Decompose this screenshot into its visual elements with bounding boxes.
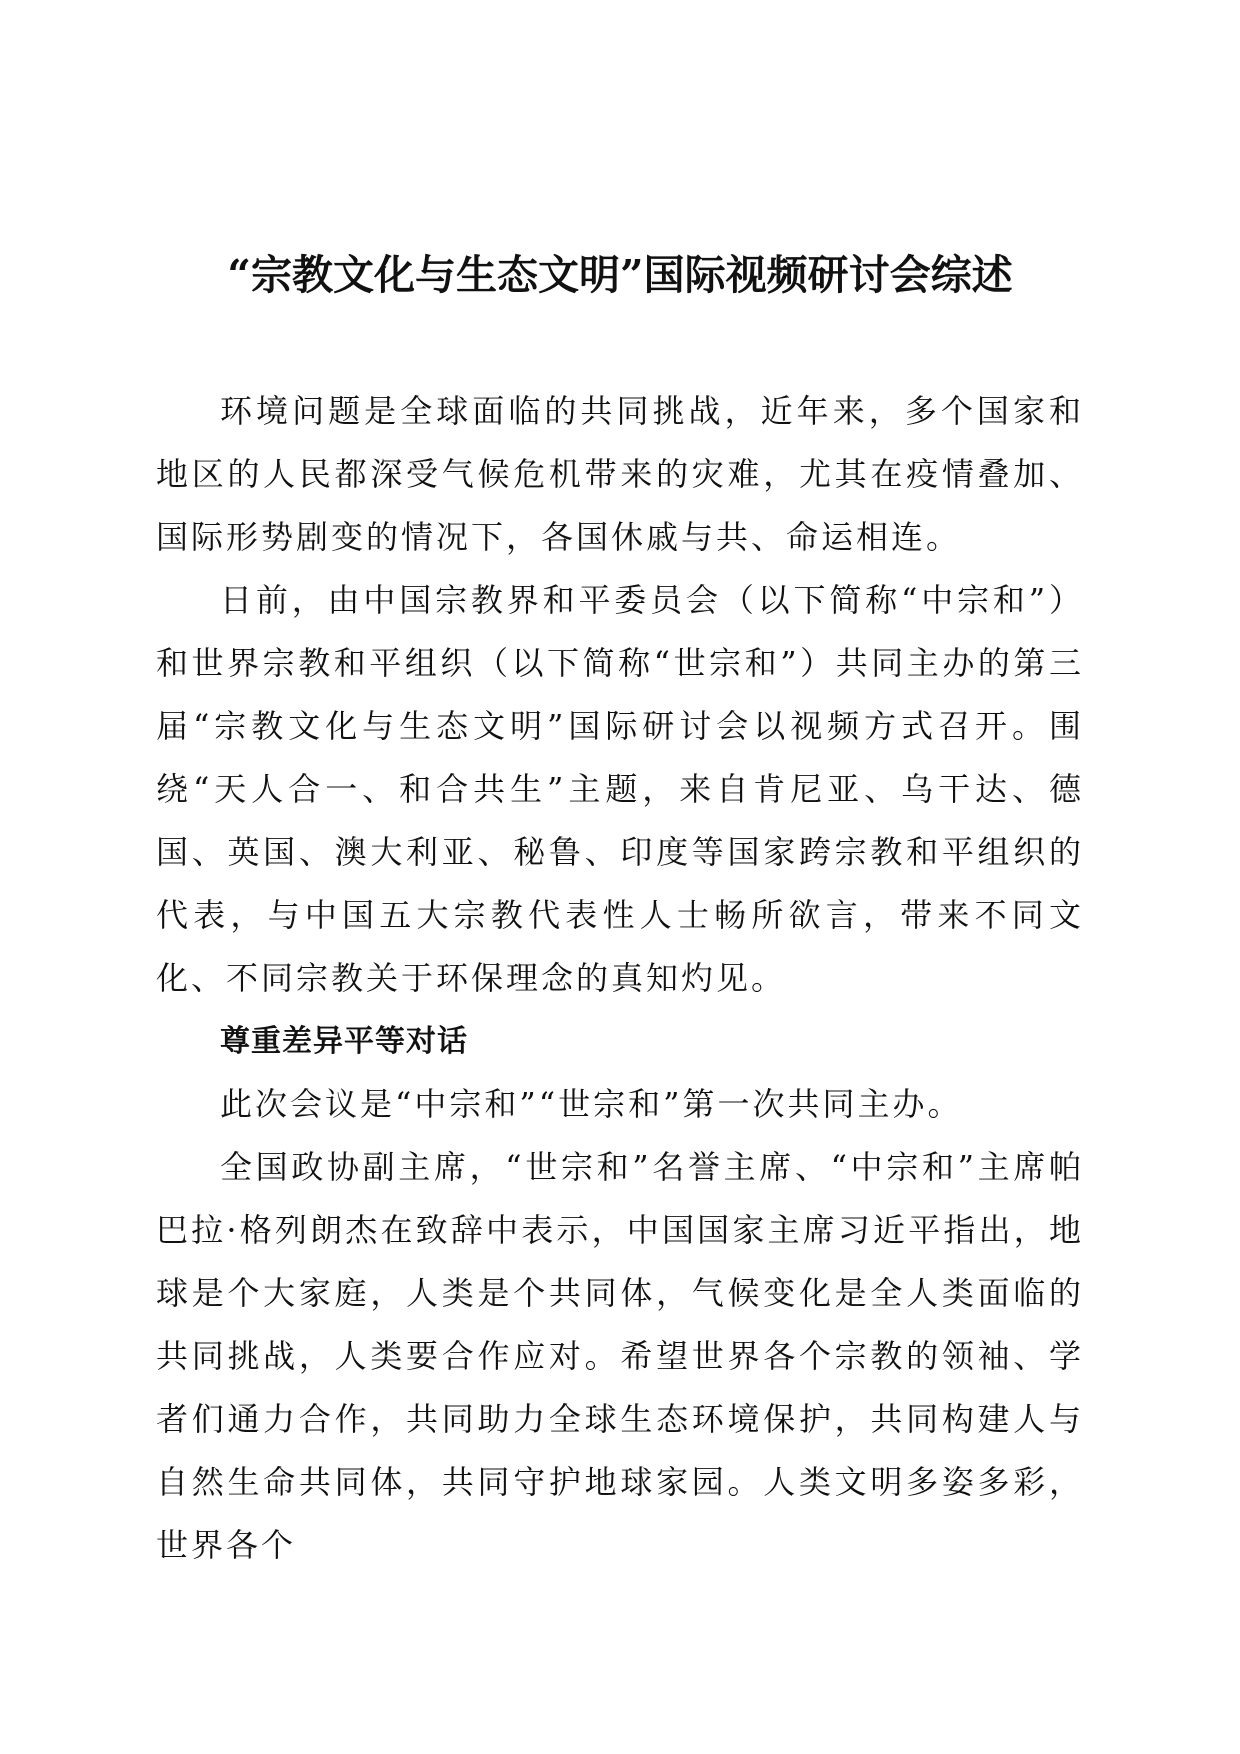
paragraph-event: 日前，由中国宗教界和平委员会（以下简称“中宗和”）和世界宗教和平组织（以下简称“世宗和”）共同主办的第三届“宗教文化与生态文明”国际研讨会以视频方式召开。围绕“天人合一、和合共生”主题，来自肯尼亚、乌干达、德国、英国、澳大利亚、秘鲁、印度等国家跨宗教和平组织的代表，与中国五大宗教代表性人士畅所欲言，带来不同文化、不同宗教关于环保理念的真知灼见。 xyxy=(156,581,1084,997)
paragraph-intro: 环境问题是全球面临的共同挑战，近年来，多个国家和地区的人民都深受气候危机带来的灾难，尤其在疫情叠加、国际形势剧变的情况下，各国休戚与共、命运相连。 xyxy=(156,392,1084,556)
paragraph-speech: 全国政协副主席，“世宗和”名誉主席、“中宗和”主席帕巴拉·格列朗杰在致辞中表示，中国国家主席习近平指出，地球是个大家庭，人类是个共同体，气候变化是全人类面临的共同挑战，人类要合作应对。希望世界各个宗教的领袖、学者们通力合作，共同助力全球生态环境保护，共同构建人与自然生命共同体，共同守护地球家园。人类文明多姿多彩，世界各个 xyxy=(156,1148,1084,1564)
section-heading: 尊重差异平等对话 xyxy=(220,1024,468,1059)
document-body xyxy=(156,380,1084,1577)
paragraph-cohost: 此次会议是“中宗和”“世宗和”第一次共同主办。 xyxy=(220,1085,963,1123)
document-title: “宗教文化与生态文明”国际视频研讨会综述 xyxy=(227,251,1013,299)
